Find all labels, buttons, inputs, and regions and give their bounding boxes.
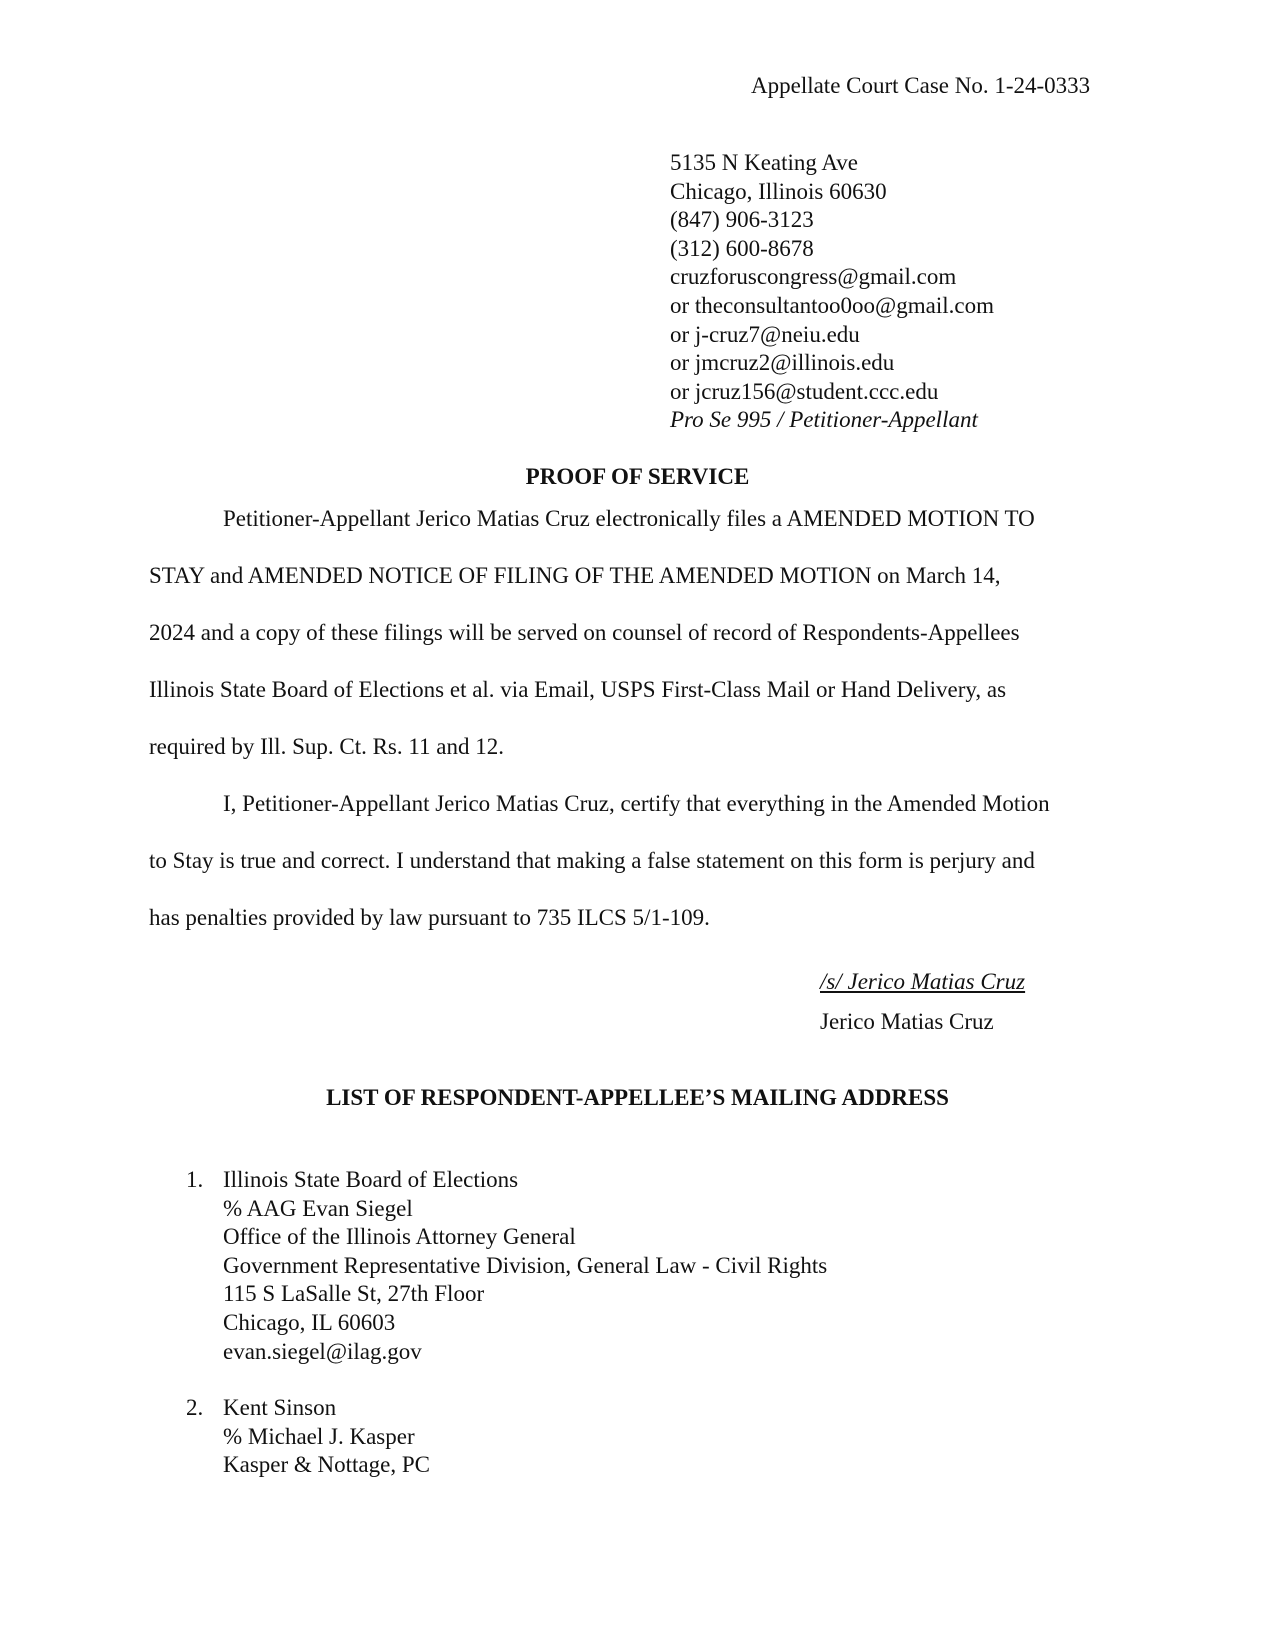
recipient-name: Kent Sinson: [223, 1395, 337, 1420]
mailing-list-title: LIST OF RESPONDENT-APPELLEE’S MAILING ADDRESS: [326, 1085, 949, 1110]
paragraph-line: Illinois State Board of Elections et al. via Email, USPS First-Class Mail or Hand Delivery, as: [149, 677, 1007, 702]
list-item-address: [223, 1394, 430, 1480]
email-3: or j-cruz7@neiu.edu: [670, 321, 860, 347]
proof-of-service-title: PROOF OF SERVICE: [525, 464, 750, 489]
firm: Kasper & Nottage, PC: [223, 1452, 430, 1478]
care-of: % Michael J. Kasper: [223, 1423, 415, 1449]
paragraph-line: has penalties provided by law pursuant to 735 ILCS 5/1-109.: [149, 905, 710, 930]
paragraph-line: to Stay is true and correct. I understand that making a false statement on this form is perjury and: [149, 848, 1035, 873]
email-4: or jmcruz2@illinois.edu: [670, 350, 895, 376]
phone-2: (312) 600-8678: [670, 235, 814, 261]
recipient-name: Illinois State Board of Elections: [223, 1167, 519, 1192]
paragraph-line: 2024 and a copy of these filings will be served on counsel of record of Respondents-Appellees: [149, 620, 1020, 645]
list-item-address: [223, 1166, 827, 1366]
proof-paragraph-1: [149, 490, 1119, 775]
proof-paragraph-2: [149, 775, 1119, 946]
address-city: Chicago, Illinois 60630: [670, 178, 887, 204]
email-1: cruzforuscongress@gmail.com: [670, 264, 957, 290]
signer-name: Jerico Matias Cruz: [820, 1009, 994, 1034]
electronic-signature: /s/ Jerico Matias Cruz: [820, 969, 1026, 994]
division: Government Representative Division, General Law - Civil Rights: [223, 1252, 828, 1278]
address-street: 5135 N Keating Ave: [670, 150, 859, 175]
case-number: Appellate Court Case No. 1-24-0333: [751, 73, 1091, 98]
petitioner-role: Pro Se 995 / Petitioner-Appellant: [670, 407, 978, 433]
paragraph-line: STAY and AMENDED NOTICE OF FILING OF THE AMENDED MOTION on March 14,: [149, 563, 1001, 588]
office: Office of the Illinois Attorney General: [223, 1224, 576, 1250]
list-item-number: 2.: [186, 1395, 204, 1420]
email-5: or jcruz156@student.ccc.edu: [670, 378, 939, 404]
phone-1: (847) 906-3123: [670, 207, 814, 233]
street-address: 115 S LaSalle St, 27th Floor: [223, 1281, 485, 1307]
paragraph-line: I, Petitioner-Appellant Jerico Matias Cruz, certify that everything in the Amended Motion: [223, 791, 1050, 816]
petitioner-address-block: [670, 149, 994, 435]
list-item-number: 1.: [186, 1167, 204, 1192]
email: evan.siegel@ilag.gov: [223, 1338, 422, 1364]
care-of: % AAG Evan Siegel: [223, 1195, 413, 1221]
email-2: or theconsultantoo0oo@gmail.com: [670, 292, 994, 318]
city-state-zip: Chicago, IL 60603: [223, 1309, 396, 1335]
paragraph-line: Petitioner-Appellant Jerico Matias Cruz electronically files a AMENDED MOTION TO: [223, 506, 1035, 531]
paragraph-line: required by Ill. Sup. Ct. Rs. 11 and 12.: [149, 734, 504, 759]
signature-block: [820, 962, 1025, 1042]
